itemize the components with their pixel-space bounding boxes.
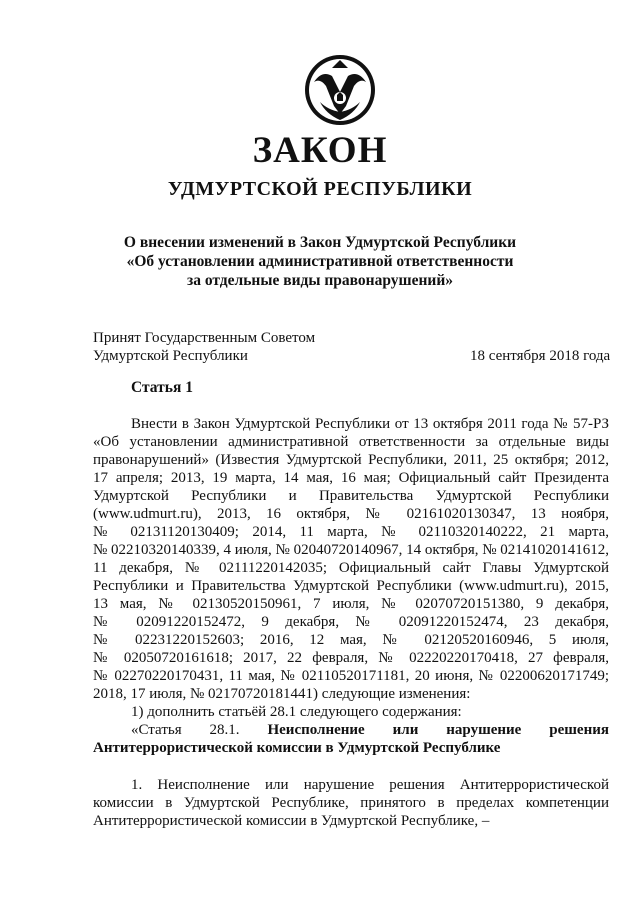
adoption-line: Удмуртской Республики	[93, 348, 248, 364]
body-line: Удмуртской Республики и Правительства Удмуртской Республики	[93, 488, 609, 504]
body-line: 17 апреля; 2013, 19 марта, 14 мая, 16 мая; Официальный сайт Президента	[93, 470, 609, 486]
body-line: Республики и Правительства Удмуртской Республики (www.udmurt.ru), 2015,	[93, 578, 609, 594]
document-subtitle: УДМУРТСКОЙ РЕСПУБЛИКИ	[167, 178, 473, 200]
paragraph-gap	[93, 757, 609, 776]
article-28-1-title: Неисполнение или нарушение решения	[267, 722, 609, 738]
point-1-line: 1) дополнить статьёй 28.1 следующего содержания:	[131, 704, 462, 720]
body-line: 13 мая, № 02130520150961, 7 июля, № 02070720151380, 9 декабря,	[93, 596, 609, 612]
body-line: № 02050720161618; 2017, 22 февраля, № 02220220170418, 27 февраля,	[93, 650, 609, 666]
body-line: Внести в Закон Удмуртской Республики от 13 октября 2011 года № 57-РЗ	[131, 416, 609, 432]
article-28-1-title-line: Антитеррористической комиссии в Удмуртской Республике	[93, 740, 501, 756]
adoption-date: 18 сентября 2018 года	[470, 348, 611, 364]
body-line: 2018, 17 июля, № 02170720181441) следующие изменения:	[93, 686, 471, 702]
law-heading-line: «Об установлении административной ответственности	[126, 253, 514, 270]
body-line: № 02231220152603; 2016, 12 мая, № 02120520160946, 5 июля,	[93, 632, 609, 648]
adoption-line: Принят Государственным Советом	[93, 330, 316, 346]
body-line: № 02091220152472, 9 декабря, № 02091220152474, 23 декабря,	[93, 614, 609, 630]
article-body	[93, 415, 609, 830]
body-line: 11 декабря, № 02111220142035; Официальный сайт Главы Удмуртской	[93, 560, 609, 576]
paragraph-1-line: 1. Неисполнение или нарушение решения Антитеррористической	[131, 777, 609, 793]
document-title: ЗАКОН	[252, 130, 388, 171]
body-line: (www.udmurt.ru), 2013, 16 октября, № 02161020130347, 13 ноября,	[93, 506, 609, 522]
adoption-note	[93, 329, 315, 365]
paragraph-1-line: комиссии в Удмуртской Республике, принятого в пределах компетенции	[93, 795, 609, 811]
article-title: Статья 1	[131, 379, 193, 396]
coat-of-arms-emblem-icon	[302, 52, 378, 128]
body-line: № 02210320140339, 4 июля, № 02040720140967, 14 октября, № 02141020141612,	[93, 542, 610, 558]
law-heading	[60, 233, 580, 290]
law-heading-line: О внесении изменений в Закон Удмуртской Республики	[123, 234, 517, 251]
law-heading-line: за отдельные виды правонарушений»	[187, 272, 453, 289]
body-line: правонарушений» (Известия Удмуртской Республики, 2011, 25 октября; 2012,	[93, 452, 609, 468]
body-line: «Об установлении административной ответственности за отдельные виды	[93, 434, 609, 450]
article-28-1-prefix: «Статья 28.1.	[131, 722, 240, 738]
paragraph-1-line: Антитеррористической комиссии в Удмуртской Республике, –	[93, 813, 490, 829]
body-line: № 02270220170431, 11 мая, № 02110520171181, 20 июня, № 02200620171749;	[93, 668, 609, 684]
body-line: № 02131120130409; 2014, 11 марта, № 02110320140222, 21 марта,	[93, 524, 609, 540]
article-28-1-title-line	[93, 721, 609, 739]
